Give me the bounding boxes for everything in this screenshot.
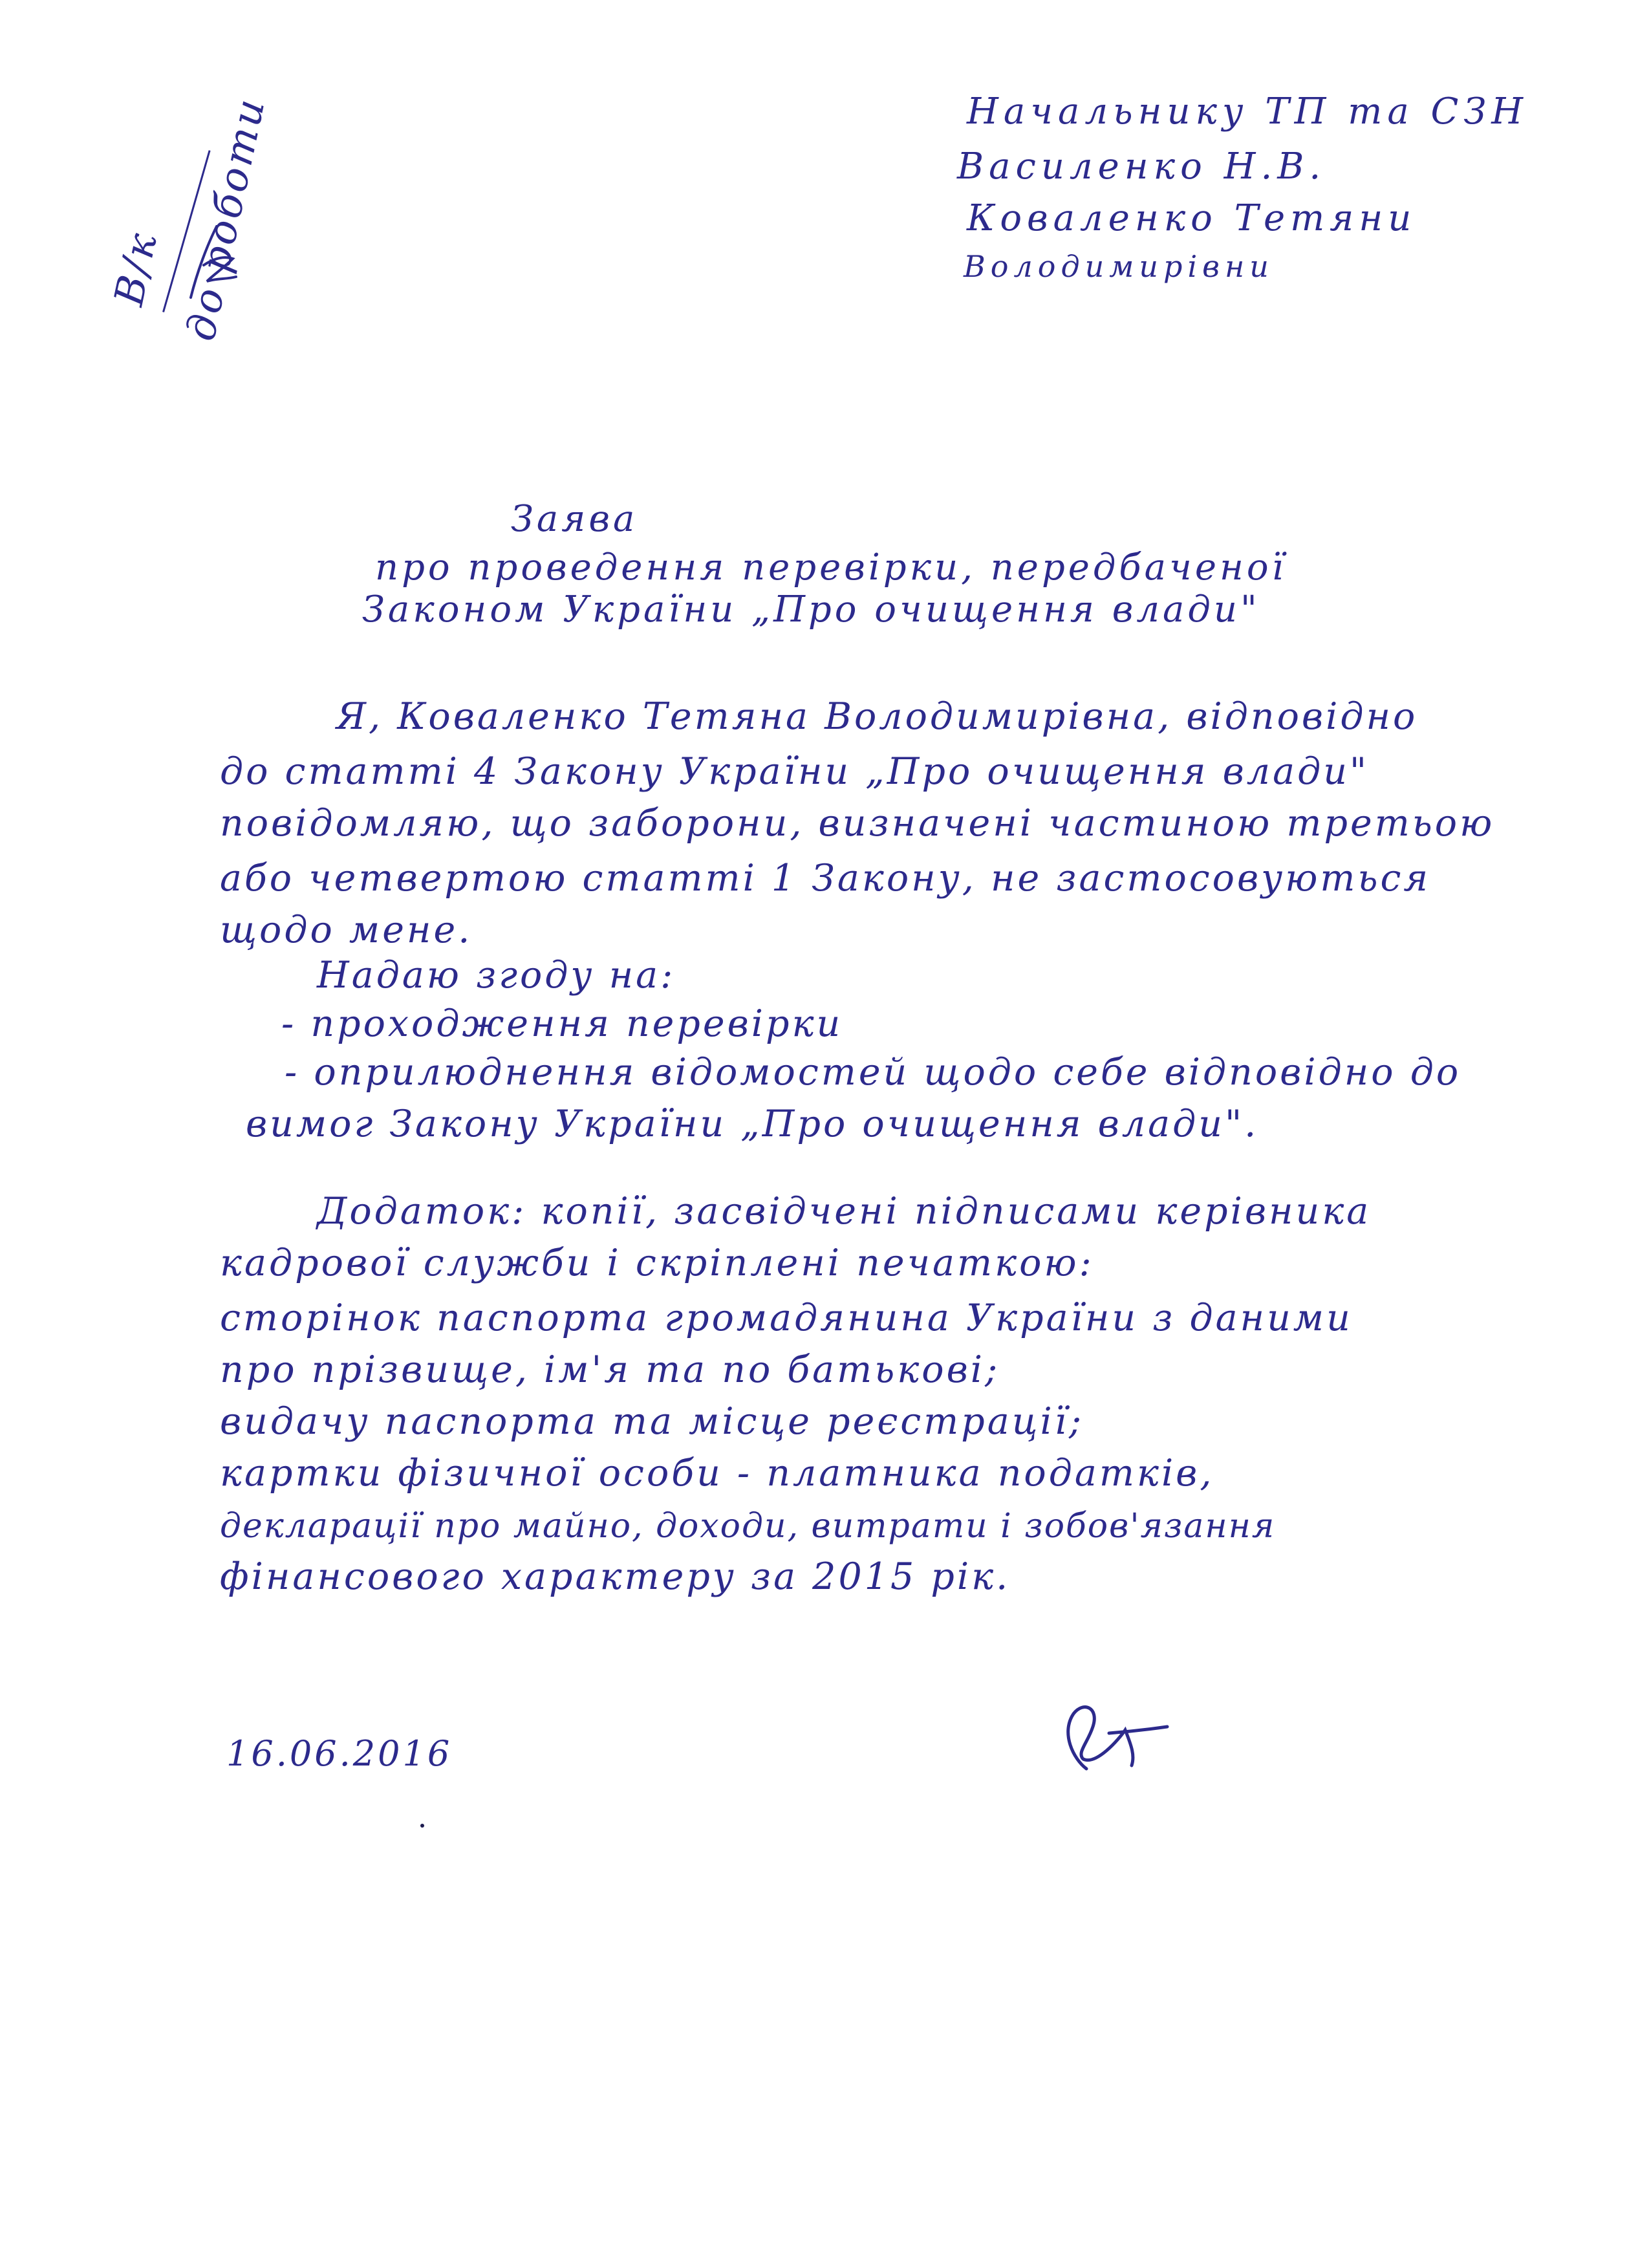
resolution-line-2: до роботи xyxy=(177,92,275,345)
consent-item-2: - оприлюднення відомостей щодо себе відповідно до xyxy=(285,1051,1461,1094)
attachments-line-4: про прізвище, ім'я та по батькові; xyxy=(220,1348,1000,1391)
applicant-signature-icon xyxy=(1048,1688,1177,1778)
statement-line-1: Я, Коваленко Тетяна Володимирівна, відповідно xyxy=(336,695,1418,738)
consent-item-3: вимог Закону України „Про очищення влади". xyxy=(246,1103,1259,1145)
document-subtitle-line-1: про проведення перевірки, передбаченої xyxy=(375,546,1287,589)
addressee-line-4: Володимирівни xyxy=(964,249,1274,284)
statement-line-2: до статті 4 Закону України „Про очищення влади" xyxy=(220,750,1370,793)
document-date: 16.06.2016 xyxy=(226,1733,453,1774)
resolution-signature-icon xyxy=(178,220,242,304)
attachments-line-3: сторінок паспорта громадянина України з даними xyxy=(220,1297,1353,1339)
addressee-line-2: Василенко Н.В. xyxy=(957,146,1326,188)
statement-line-4: або четвертою статті 1 Закону, не застосовуються xyxy=(220,857,1431,900)
statement-line-5: щодо мене. xyxy=(220,909,473,951)
addressee-line-1: Начальнику ТП та СЗН xyxy=(967,91,1529,133)
statement-line-3: повідомляю, що заборони, визначені частиною третьою xyxy=(220,802,1495,845)
addressee-line-3: Коваленко Тетяни xyxy=(967,197,1417,239)
resolution-line-1: В/к xyxy=(105,226,167,310)
document-title: Заява xyxy=(511,498,638,540)
ink-dot xyxy=(420,1824,424,1828)
attachments-line-8: фінансового характеру за 2015 рік. xyxy=(220,1555,1011,1598)
document-subtitle-line-2: Законом України „Про очищення влади" xyxy=(362,589,1260,631)
attachments-line-1: Додаток: копії, засвідчені підписами керівника xyxy=(317,1190,1372,1233)
attachments-line-5: видачу паспорта та місце реєстрації; xyxy=(220,1400,1084,1443)
attachments-line-2: кадрової служби і скріплені печаткою: xyxy=(220,1242,1094,1284)
attachments-line-6: картки фізичної особи - платника податків, xyxy=(220,1452,1214,1495)
attachments-line-7: декларації про майно, доходи, витрати і зобов'язання xyxy=(220,1507,1276,1546)
consent-heading: Надаю згоду на: xyxy=(317,954,676,997)
consent-item-1: - проходження перевірки xyxy=(281,1002,843,1045)
